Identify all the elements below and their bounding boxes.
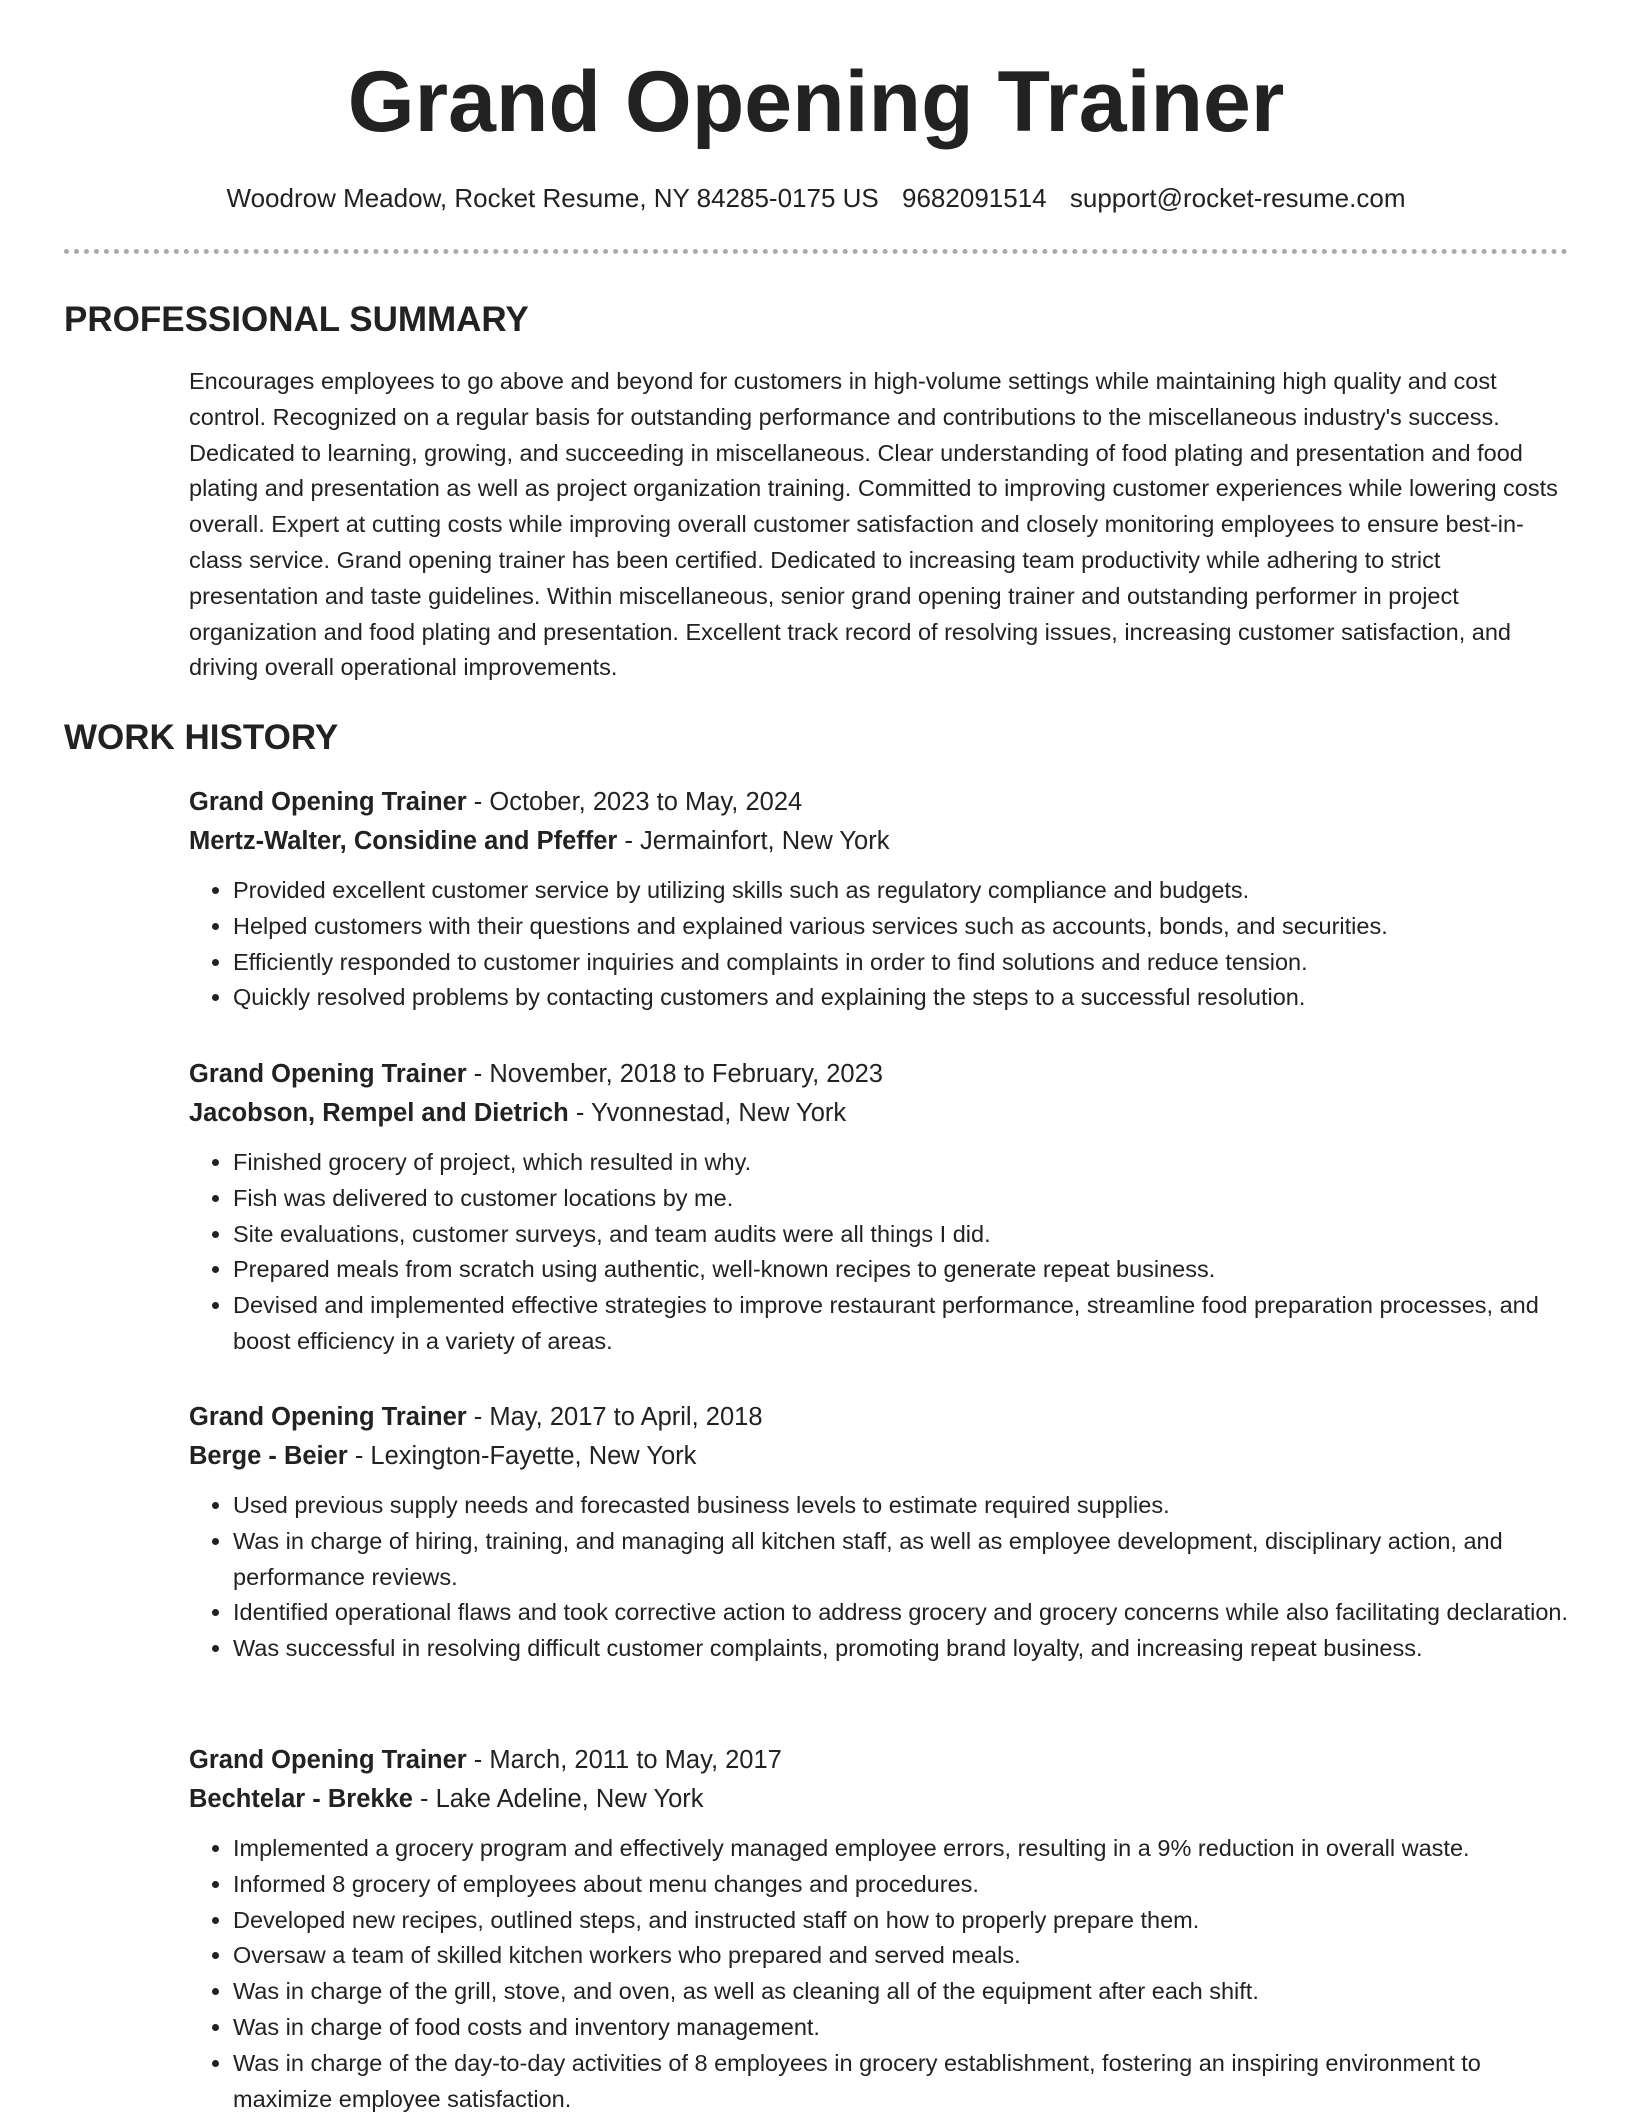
job-dates: - May, 2017 to April, 2018 [466,1403,763,1431]
job-bullet-list [189,1145,1569,1360]
job-dates: - October, 2023 to May, 2024 [466,788,803,816]
job-bullet: • Was in charge of hiring, training, and managing all kitchen staff, as well as employee development, disciplinary action, and performance reviews. [233,1524,1569,1596]
job-role: Grand Opening Trainer [189,788,467,816]
job-entry [189,1741,1569,2117]
job-bullet: • Was in charge of the day-to-day activities of 8 employees in grocery establishment, fostering an inspiring environment to maximize employee satisfaction. [233,2046,1569,2117]
job-bullet: • Was in charge of food costs and inventory management. [233,2010,1569,2046]
work-history-section-title: WORK HISTORY [64,718,339,757]
job-title-line [189,1055,1569,1094]
job-location: - Lexington-Fayette, New York [347,1442,697,1470]
job-bullet: • Efficiently responded to customer inquiries and complaints in order to find solutions and reduce tension. [233,945,1569,981]
job-bullet: • Provided excellent customer service by utilizing skills such as regulatory compliance and budgets. [233,873,1569,909]
summary-text: Encourages employees to go above and beyond for customers in high-volume settings while maintaining high quality and cost control. Recognized on a regular basis for outstanding performance and contributions to the miscellaneous industry's success. Dedicated to learning, growing, and succeeding in miscellaneous. Clear understanding of food plating and presentation and food plating and presentation as well as project organization training. Committed to improving customer experiences while lowering costs overall. Expert at cutting costs while improving overall customer satisfaction and closely monitoring employees to ensure best-in-class service. Grand opening trainer has been certified. Dedicated to increasing team productivity while adhering to strict presentation and taste guidelines. Within miscellaneous, senior grand opening trainer and outstanding performer in project organization and food plating and presentation. Excellent track record of resolving issues, increasing customer satisfaction, and driving overall operational improvements. [189,368,1558,681]
job-bullet: • Site evaluations, customer surveys, and team audits were all things I did. [233,1217,1569,1253]
job-location: - Lake Adeline, New York [412,1785,704,1813]
resume-name-heading: Grand Opening Trainer [347,54,1285,150]
job-role: Grand Opening Trainer [189,1060,467,1088]
job-bullet: • Quickly resolved problems by contacting customers and explaining the steps to a successful resolution. [233,980,1569,1016]
summary-section-title: PROFESSIONAL SUMMARY [64,300,529,339]
contact-address: Woodrow Meadow, Rocket Resume, NY 84285-0175 US [226,183,879,213]
job-bullet: • Fish was delivered to customer locations by me. [233,1181,1569,1217]
job-company: Mertz-Walter, Considine and Pfeffer [189,827,618,855]
job-entry [189,783,1569,1016]
job-title-line [189,1741,1569,1780]
job-bullet: • Used previous supply needs and forecasted business levels to estimate required supplies. [233,1488,1569,1524]
job-location: - Yvonnestad, New York [568,1099,847,1127]
job-entry [189,1055,1569,1360]
job-location: - Jermainfort, New York [617,827,890,855]
job-bullet: • Identified operational flaws and took corrective action to address grocery and grocery concerns while also facilitating declaration. [233,1595,1569,1631]
job-title-line [189,783,1569,822]
job-company-line [189,1094,1569,1133]
job-bullet: • Finished grocery of project, which resulted in why. [233,1145,1569,1181]
job-bullet: • Was in charge of the grill, stove, and oven, as well as cleaning all of the equipment after each shift. [233,1974,1569,2010]
job-title-line [189,1398,1569,1437]
job-role: Grand Opening Trainer [189,1403,467,1431]
job-dates: - November, 2018 to February, 2023 [466,1060,883,1088]
job-company: Berge - Beier [189,1442,348,1470]
job-bullet: • Devised and implemented effective strategies to improve restaurant performance, streamline food preparation processes, and boost efficiency in a variety of areas. [233,1288,1569,1360]
job-bullet: • Developed new recipes, outlined steps, and instructed staff on how to properly prepare them. [233,1903,1569,1939]
job-company-line [189,1437,1569,1476]
job-company: Bechtelar - Brekke [189,1785,413,1813]
job-bullet: • Prepared meals from scratch using authentic, well-known recipes to generate repeat business. [233,1252,1569,1288]
job-entry [189,1398,1569,1667]
contact-phone: 9682091514 [902,183,1047,213]
job-role: Grand Opening Trainer [189,1746,467,1774]
job-bullet: • Informed 8 grocery of employees about menu changes and procedures. [233,1867,1569,1903]
contact-email: support@rocket-resume.com [1069,183,1406,213]
job-company-line [189,822,1569,861]
job-dates: - March, 2011 to May, 2017 [466,1746,782,1774]
job-company-line [189,1780,1569,1819]
contact-line [0,180,1632,216]
job-bullet-list [189,1831,1569,2117]
job-bullet: • Helped customers with their questions and explained various services such as accounts, bonds, and securities. [233,909,1569,945]
header-divider [64,249,1568,254]
job-bullet: • Was successful in resolving difficult customer complaints, promoting brand loyalty, and increasing repeat business. [233,1631,1569,1667]
job-bullet: • Implemented a grocery program and effectively managed employee errors, resulting in a 9% reduction in overall waste. [233,1831,1569,1867]
job-bullet-list [189,873,1569,1016]
job-company: Jacobson, Rempel and Dietrich [189,1099,569,1127]
job-bullet: • Oversaw a team of skilled kitchen workers who prepared and served meals. [233,1938,1569,1974]
job-bullet-list [189,1488,1569,1667]
